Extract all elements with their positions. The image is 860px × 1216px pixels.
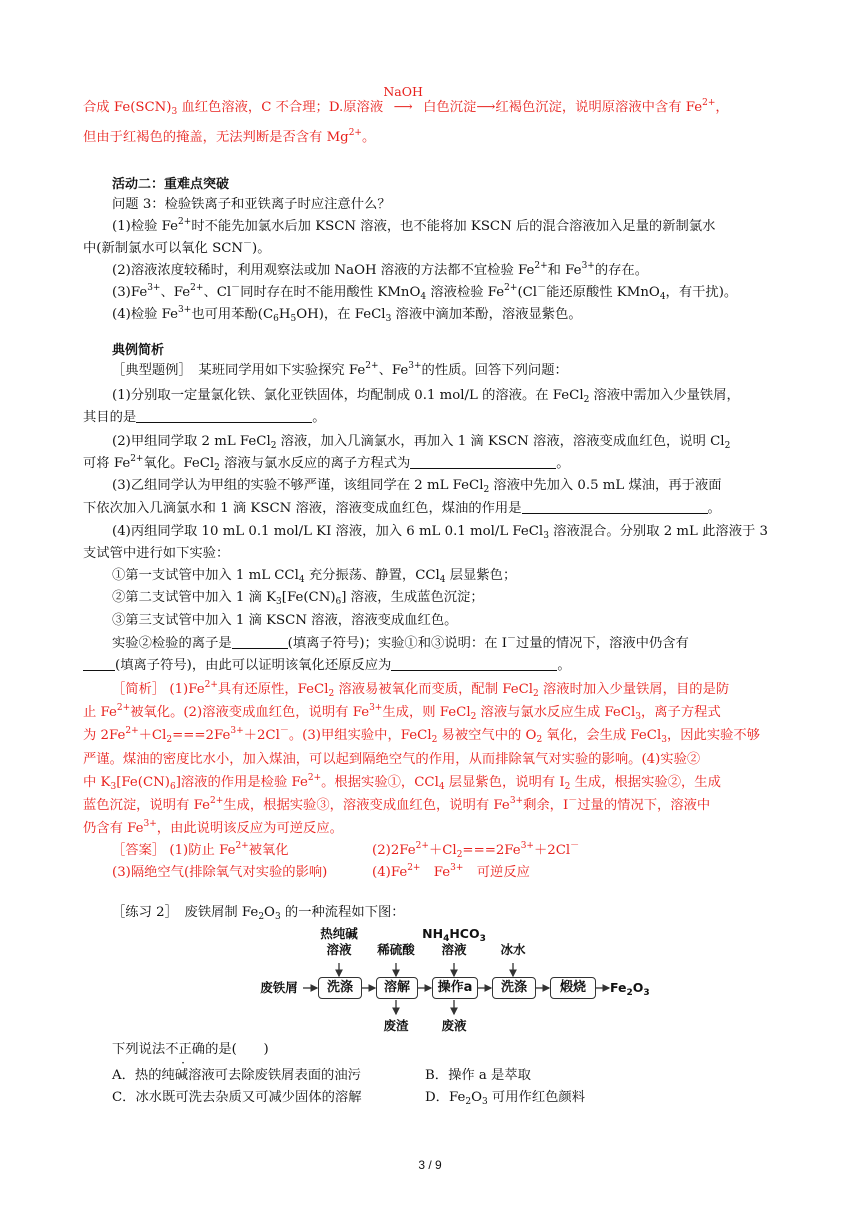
answer-line-1: ［答案］ (1)防止 $Fe^{2+}$被氧化 — [112, 841, 289, 858]
example-q4: (4)丙组同学取 10 mL 0.1 mol/L KI 溶液，加入 6 mL 0.1 mol/L FeCl$_3$ 溶液混合。分别取 2 mL 此溶液于 3 — [112, 524, 768, 541]
intro-line-1: 合成 $Fe(SCN)_3$ 血红色溶液，C 不合理；D.原溶液 NaOH ⟶ 白色沉淀⟶红褐色沉淀，说明原溶液中含有 $Fe^{2+}$， — [83, 84, 729, 117]
activity2-p3: $(3)Fe^{3+}$、$Fe^{2+}$、Cl－同时存在时不能用酸性 KMnO$_4$ 溶液检验 $Fe^{2+}(Cl^-$能还原酸性 KMnO$_4$，有干扰)。 — [112, 283, 738, 302]
process-flow-diagram — [255, 926, 650, 1036]
flow-end-fe2o3: $Fe_2O_3$ — [610, 980, 650, 998]
flow-box-calcine: 煅烧 — [550, 977, 596, 999]
answer-blank[interactable] — [232, 634, 288, 649]
example-q1-cont: 其目的是 。 — [83, 410, 326, 425]
practice-stem: 下列说法不正确的是( ) — [112, 1042, 269, 1057]
example-intro: ［典型题例］ 某班同学用如下实验探究 $Fe^{2+}$、$Fe^{3+}$的性质。回答下列问题： — [112, 361, 568, 378]
analysis-line-3: 为 $2Fe^{2+}+Cl_2===2Fe^{3+}+2Cl^-$。(3)甲组实验中，FeCl$_2$ 易被空气中的 $O_2$ 氧化，会生成 FeCl$_3$，因此实验不够 — [83, 726, 761, 745]
option-a[interactable]: A．热的纯碱溶液可去除废铁屑表面的油污 — [112, 1068, 361, 1083]
experiment-2: ②第二支试管中加入 1 滴 $K_3[Fe(CN)_6]$ 溶液，生成蓝色沉淀； — [112, 590, 484, 607]
answer-blank[interactable] — [83, 656, 115, 671]
analysis-line-4: 严谨。煤油的密度比水小，加入煤油，可以起到隔绝空气的作用，从而排除氧气对实验的影响。(4)实验② — [83, 752, 701, 767]
option-c[interactable]: C．冰水既可洗去杂质又可减少固体的溶解 — [112, 1090, 362, 1105]
example-q5: 实验②检验的离子是 (填离子符号)；实验①和③说明：在 I－过量的情况下，溶液中仍含有 — [112, 634, 689, 651]
practice-title: ［练习 2］ 废铁屑制 $Fe_2O_3$ 的一种流程如下图： — [112, 905, 405, 922]
flow-box-dissolve: 溶解 — [376, 977, 418, 999]
experiment-3: ③第三支试管中加入 1 滴 KSCN 溶液，溶液变成血红色。 — [112, 613, 458, 628]
example-q4-cont: 支试管中进行如下实验： — [83, 546, 230, 561]
activity2-p4: (4)检验 $Fe^{3+}$也可用苯酚$(C_6H_5OH)$，在 FeCl$_3$ 溶液中滴加苯酚，溶液显紫色。 — [112, 305, 582, 324]
answer-blank[interactable] — [410, 454, 556, 469]
example-q5-cont: (填离子符号)，由此可以证明该氧化还原反应为 。 — [83, 656, 571, 676]
activity2-p1-cont: 中(新制氯水可以氧化 SCN－)。 — [83, 239, 271, 256]
answer-blank[interactable] — [136, 408, 312, 423]
example-q2: (2)甲组同学取 2 mL FeCl$_2$ 溶液，加入几滴氯水，再加入 1 滴 KSCN 溶液，溶液变成血红色，说明 $Cl_2$ — [112, 434, 731, 451]
reagent-nh4hco3: $NH_4HCO_3$ 溶液 — [422, 926, 486, 957]
option-b[interactable]: B．操作 a 是萃取 — [425, 1068, 531, 1083]
flow-box-wash-1: 洗涤 — [318, 977, 362, 999]
intro-line-2: 但由于红褐色的掩盖，无法判断是否含有 $Mg^{2+}$。 — [83, 128, 376, 145]
example-q2-cont: 可将 $Fe^{2+}$氧化。FeCl$_2$ 溶液与氯水反应的离子方程式为 。 — [83, 454, 570, 473]
activity2-p2: (2)溶液浓度较稀时，利用观察法或加 NaOH 溶液的方法都不宜检验 $Fe^{2+}$和 $Fe^{3+}$的存在。 — [112, 261, 649, 278]
reaction-arrow: NaOH ⟶ — [383, 84, 423, 115]
reagent-ice-water: 冰水 — [500, 942, 526, 957]
option-d[interactable]: D．$Fe_2O_3$ 可用作红色颜料 — [425, 1090, 586, 1107]
flow-box-operation-a: 操作a — [432, 977, 478, 999]
activity2-heading: 活动二：重难点突破 — [112, 177, 230, 192]
example-heading: 典例简析 — [112, 343, 165, 358]
experiment-1: ①第一支试管中加入 1 mL CCl$_4$ 充分振荡、静置，CCl$_4$ 层显紫色； — [112, 568, 517, 585]
analysis-line-2: 止 $Fe^{2+}$被氧化。(2)溶液变成血红色，说明有 $Fe^{3+}$生成，则 FeCl$_2$ 溶液与氯水反应生成 FeCl$_3$，离子方程式 — [83, 703, 721, 722]
example-q1: (1)分别取一定量氯化铁、氯化亚铁固体，均配制成 0.1 mol/L 的溶液。在 FeCl$_2$ 溶液中需加入少量铁屑， — [112, 388, 740, 405]
emphasis-not-correct: 不正确 — [165, 1042, 206, 1057]
analysis-line-7: 仍含有 $Fe^{3+}$，由此说明该反应为可逆反应。 — [83, 819, 343, 836]
reagent-hot-soda: 热纯碱 溶液 — [320, 926, 358, 957]
answer-line-2: (3)隔绝空气(排除氧气对实验的影响) — [112, 865, 328, 880]
example-q3: (3)乙组同学认为甲组的实验不够严谨，该组同学在 2 mL FeCl$_2$ 溶液中先加入 0.5 mL 煤油，再于液面 — [112, 478, 722, 495]
activity2-p1: (1)检验 $Fe^{2+}$时不能先加氯水后加 KSCN 溶液，也不能将加 KSCN 后的混合溶液加入足量的新制氯水 — [112, 217, 716, 234]
answer-blank[interactable] — [522, 499, 708, 514]
page-number: 3 / 9 — [418, 1158, 442, 1172]
answer-blank[interactable] — [391, 656, 557, 671]
answer-line-1b: $(2)2Fe^{2+}+Cl_2===2Fe^{3+}+2Cl^-$ — [372, 841, 580, 860]
question-3: 问题 3：检验铁离子和亚铁离子时应注意什么？ — [112, 197, 391, 212]
reagent-dilute-h2so4: 稀硫酸 — [377, 942, 415, 957]
flow-start-scrap-iron: 废铁屑 — [260, 980, 298, 995]
analysis-line-1: ［简析］ $(1)Fe^{2+}$具有还原性，FeCl$_2$ 溶液易被氧化而变质，配制 FeCl$_2$ 溶液时加入少量铁屑，目的是防 — [112, 680, 730, 699]
analysis-line-6: 蓝色沉淀，说明有 $Fe^{2+}$生成，根据实验③，溶液变成血红色，说明有 $Fe^{3+}$剩余，I－过量的情况下，溶液中 — [83, 796, 711, 813]
flow-box-wash-2: 洗涤 — [492, 977, 536, 999]
analysis-line-5: 中 $K_3[Fe(CN)_6]$溶液的作用是检验 $Fe^{2+}$。根据实验①，CCl$_4$ 层显紫色，说明有 $I_2$ 生成，根据实验②，生成 — [83, 773, 721, 792]
answer-line-2b: $(4)Fe^{2+}$ $Fe^{3+}$ 可逆反应 — [372, 863, 530, 880]
flow-waste-liquid: 废液 — [441, 1018, 467, 1033]
example-q3-cont: 下依次加入几滴氯水和 1 滴 KSCN 溶液，溶液变成血红色，煤油的作用是 。 — [83, 501, 721, 516]
flow-waste-residue: 废渣 — [383, 1018, 409, 1033]
